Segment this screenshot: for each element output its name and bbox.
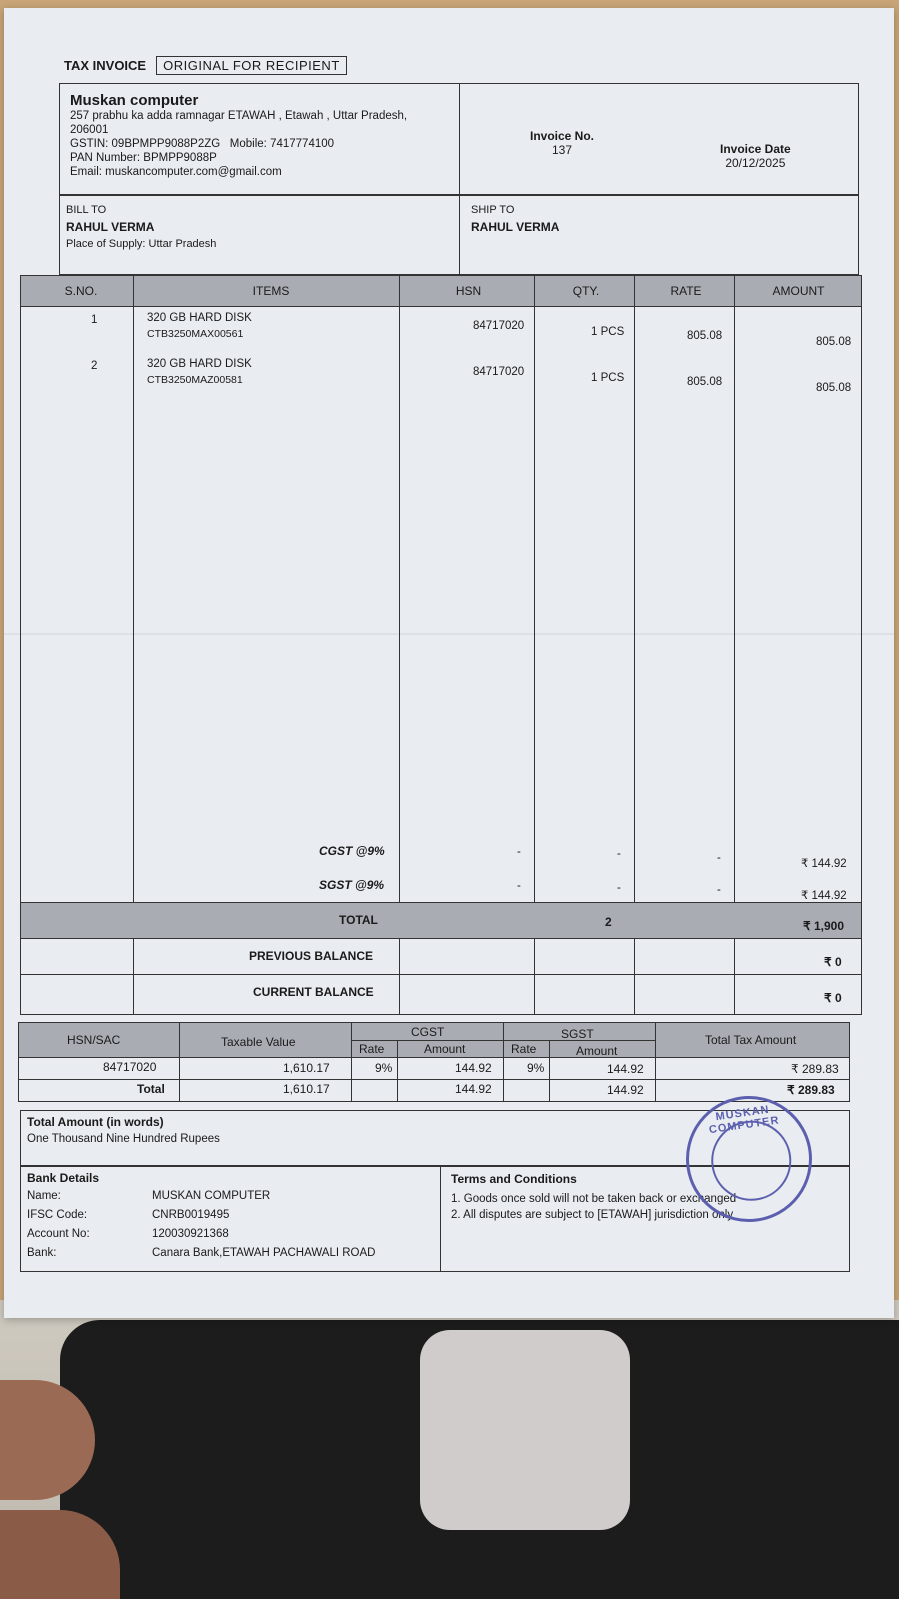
row-1-amount: 805.08 [816,336,852,348]
tax-summary-table [18,1022,850,1102]
amount-in-words-value: One Thousand Nine Hundred Rupees [27,1133,220,1145]
terms-2: 2. All disputes are subject to [ETAWAH] jurisdiction only [451,1209,734,1221]
header-hsn: HSN [455,284,482,298]
tax-h-cgst-rate: Rate [359,1042,385,1056]
terms-1: 1. Goods once sold will not be taken back or exchanged [451,1193,737,1205]
row-2-sno: 2 [91,360,98,372]
invoice-title: TAX INVOICE [64,58,147,73]
tax-h-cgst-amount: Amount [424,1042,466,1056]
bank-account-key: Account No: [27,1228,90,1240]
tax-total-taxable: 1,610.17 [283,1082,330,1096]
row-1-hsn: 84717020 [473,320,525,332]
bank-ifsc-value: CNRB0019495 [152,1209,230,1221]
cgst-dash-hsn: - [517,846,521,858]
header-items: ITEMS [252,284,290,298]
tax-row-total: ₹ 289.83 [791,1062,839,1076]
tax-divider [655,1023,656,1101]
bank-details-label: Bank Details [27,1171,100,1185]
bank-bank-value: Canara Bank,ETAWAH PACHAWALI ROAD [152,1247,376,1259]
total-qty: 2 [605,915,612,929]
total-amount: ₹ 1,900 [803,919,844,933]
items-table [20,275,862,1015]
invoice-number [530,129,594,157]
row-2-qty: 1 PCS [591,372,625,384]
sgst-label: SGST @9% [319,878,385,892]
invoice-date-label: Invoice Date [720,142,791,156]
bill-to [60,196,460,274]
seller-mobile: Mobile: 7417774100 [229,138,335,150]
seller-email: Email: muskancomputer.com@gmail.com [70,166,282,178]
row-1-item: 320 GB HARD DISK [147,312,252,324]
invoice-paper [4,8,894,1318]
tax-row-line [19,1079,849,1080]
bank-bank-row [27,1244,434,1263]
tax-total-sgst-amount: 144.92 [607,1083,644,1097]
cgst-amount: ₹ 144.92 [801,858,847,870]
bank-name-value: MUSKAN COMPUTER [152,1190,271,1202]
bank-ifsc-key: IFSC Code: [27,1209,88,1221]
current-balance-amount: ₹ 0 [824,991,842,1005]
tax-divider [351,1023,352,1101]
bank-name-row [27,1187,434,1206]
amount-in-words-label: Total Amount (in words) [27,1115,164,1129]
seller-address-1: 257 prabhu ka adda ramnagar ETAWAH , Etawah , Uttar Pradesh, [70,110,408,122]
seller-pan: PAN Number: BPMPP9088P [70,152,217,164]
tax-total-total: ₹ 289.83 [787,1083,835,1097]
items-table-header [21,276,861,307]
current-balance-row [21,974,861,1014]
tax-divider [549,1040,550,1101]
place-of-supply: Place of Supply: Uttar Pradesh [66,238,217,250]
bill-to-label: BILL TO [66,204,107,216]
row-1-qty: 1 PCS [591,326,625,338]
row-2-serial: CTB3250MAZ00581 [147,374,243,386]
row-1-sno: 1 [91,314,98,326]
invoice-header [64,56,347,75]
tax-row-hsn: 84717020 [103,1060,157,1074]
tax-total-cgst-amount: 144.92 [455,1082,492,1096]
header-sno: S.NO. [64,284,98,298]
bank-ifsc-row [27,1206,434,1225]
row-2-item: 320 GB HARD DISK [147,358,252,370]
terms-label: Terms and Conditions [451,1172,577,1186]
tax-row-sgst-amount: 144.92 [607,1062,644,1076]
ship-to [465,196,565,242]
row-2-amount: 805.08 [816,382,852,394]
tax-divider [503,1023,504,1101]
invoice-number-value: 137 [551,143,573,157]
sgst-dash-rate: - [717,884,721,896]
bill-to-name: RAHUL VERMA [66,220,155,234]
tax-total-label: Total [137,1082,165,1096]
seller-name: Muskan computer [70,92,199,109]
cgst-dash-rate: - [717,852,721,864]
row-2-hsn: 84717020 [473,366,525,378]
tax-h-cgst: CGST [411,1025,445,1039]
tax-row-taxable: 1,610.17 [283,1061,330,1075]
seller-gstin-mobile [70,137,449,151]
seller-gstin: GSTIN: 09BPMPP9088P2ZG [70,138,221,150]
invoice-number-label: Invoice No. [530,129,595,143]
tax-row-cgst-amount: 144.92 [455,1061,492,1075]
seller-block [59,83,859,195]
bank-details [21,1167,441,1271]
cgst-label: CGST @9% [319,844,385,858]
header-rate: RATE [670,284,702,298]
row-1-rate: 805.08 [687,330,723,342]
bank-name-key: Name: [27,1190,61,1202]
copy-label: ORIGINAL FOR RECIPIENT [156,56,347,75]
total-label: TOTAL [339,913,378,927]
bill-ship-block [59,195,859,275]
sgst-amount: ₹ 144.92 [801,890,847,902]
tax-h-total: Total Tax Amount [705,1033,797,1047]
bank-account-row [27,1225,434,1244]
invoice-date [720,142,791,170]
invoice-date-value: 20/12/2025 [725,156,786,170]
tax-row-sgst-rate: 9% [527,1061,545,1075]
header-qty: QTY. [572,284,600,298]
header-amount: AMOUNT [772,284,825,298]
sgst-dash-hsn: - [517,880,521,892]
bank-account-value: 120030921368 [152,1228,229,1240]
tax-subheader-line [351,1040,655,1041]
previous-balance-row [21,938,861,974]
sgst-dash-qty: - [617,882,621,894]
tax-h-hsn: HSN/SAC [67,1033,121,1047]
tax-divider [397,1040,398,1101]
tax-divider [179,1023,180,1101]
tax-h-sgst-amount: Amount [576,1044,618,1058]
tax-h-sgst: SGST [561,1027,594,1041]
tax-row-cgst-rate: 9% [375,1061,393,1075]
tax-h-taxable: Taxable Value [221,1035,296,1049]
row-2-rate: 805.08 [687,376,723,388]
stamp-text: MUSKAN COMPUTER [708,1103,781,1137]
total-row [21,902,861,938]
bank-bank-key: Bank: [27,1247,57,1259]
row-1-serial: CTB3250MAX00561 [147,328,244,340]
current-balance-label: CURRENT BALANCE [253,985,374,999]
floor-patch [420,1330,630,1530]
seller-address-2: 206001 [70,124,109,136]
cgst-dash-qty: - [617,848,621,860]
tax-h-sgst-rate: Rate [511,1042,537,1056]
seller-details [60,84,460,194]
ship-to-name: RAHUL VERMA [471,220,560,234]
ship-to-label: SHIP TO [471,204,515,216]
previous-balance-label: PREVIOUS BALANCE [249,949,374,963]
previous-balance-amount: ₹ 0 [824,955,842,969]
